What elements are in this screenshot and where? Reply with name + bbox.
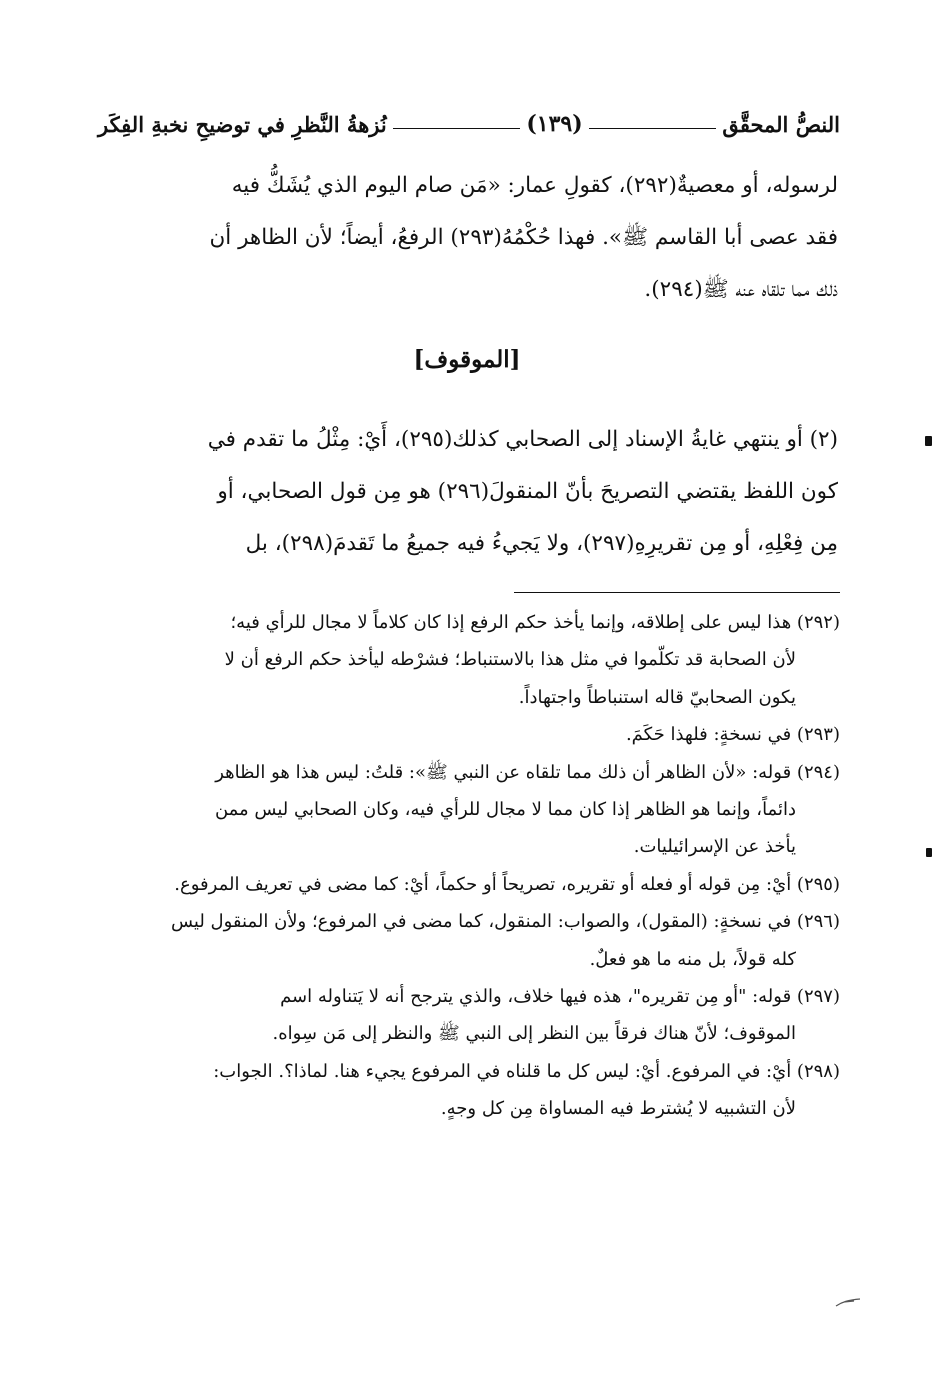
intro-line: لرسوله، أو معصيةٌ(٢٩٢)، كقولِ عمار: «مَن صام اليوم الذي يُشَكُّ فيه (231, 173, 838, 198)
body-line: (٢) أو ينتهي غايةُ الإسناد إلى الصحابي كذلك(٢٩٥)، أَيْ: مِثْلُ ما تقدم في (207, 427, 838, 452)
footnote-line: يأخذ عن الإسرائيليات. (633, 836, 796, 858)
header-rule-left (393, 128, 521, 129)
footnote-292 (100, 604, 840, 716)
footnote-line: لأن الصحابة قد تكلّموا في مثل هذا بالاستنباط؛ فشرْطه ليأخذ حكم الرفع أن لا (224, 649, 796, 671)
footnote-295 (100, 866, 840, 903)
body-line: مِن فِعْلِهِ، أو مِن تقريرِهِ(٢٩٧)، ولا يَجيءُ فيه جميعُ ما تَقدمَ(٢٩٨)، بل (245, 531, 838, 556)
scan-edge-mark (926, 848, 932, 857)
footnote-line: يكون الصحابيّ قاله استنباطاً واجتهاداً. (518, 686, 796, 708)
footnote-line: (٢٩٢) هذا ليس على إطلاقه، وإنما يأخذ حكم الرفع إذا كان كلاماً لا مجال للرأي فيه؛ (230, 612, 840, 633)
footnote-296 (100, 903, 840, 978)
footnote-line: الموقوف؛ لأنّ هناك فرقاً بين النظر إلى النبي ﷺ والنظر إلى مَن سِواه. (272, 1023, 796, 1045)
footnote-line: لأن التشبيه لا يُشترط فيه المساواة مِن كل وجهٍ. (440, 1098, 796, 1120)
header-left-title: نُزهةُ النَّظرِ في توضيحِ نخبةِ الفِكَر (98, 111, 387, 137)
header-right-title: النصُّ المحقَّق (722, 111, 840, 137)
intro-line: ذلك مما تلقاه عنه ﷺ(٢٩٤). (644, 277, 838, 302)
footnote-line: (٢٩٤) قوله: «لأن الظاهر أن ذلك مما تلقاه عن النبي ﷺ»: قلتُ: ليس هذا هو الظاهر (215, 761, 840, 783)
footnote-294 (100, 754, 840, 866)
footnote-297 (100, 978, 840, 1053)
body-paragraph (100, 414, 838, 570)
footnote-298 (100, 1053, 840, 1128)
intro-paragraph (100, 160, 838, 316)
footnote-line: (٢٩٨) أيْ: في المرفوع. أيْ: ليس كل ما قلناه في المرفوع يجيء هنا. لماذا؟. الجواب: (213, 1060, 840, 1082)
running-header (98, 104, 840, 144)
page-number: (١٣٩) (526, 111, 583, 137)
footnotes-section (100, 604, 840, 1128)
footnote-line: (٢٩٥) أيْ: مِن قوله أو فعله أو تقريره، تصريحاً أو حكماً، أيْ: كما مضى في تعريف المرفوع. (174, 873, 840, 895)
body-line: كون اللفظ يقتضي التصريحَ بأنّ المنقولَ(٢٩٦) هو مِن قول الصحابي، أو (217, 479, 838, 504)
section-heading: [الموقوف] (413, 346, 521, 373)
corner-pencil-mark (834, 1296, 862, 1310)
footnote-293 (100, 716, 840, 753)
intro-line: فقد عصى أبا القاسم ﷺ». فهذا حُكْمُهُ(٢٩٣) الرفعُ، أيضاً؛ لأن الظاهر أن (209, 225, 838, 250)
footnote-line: دائماً، وإنما هو الظاهر إذا كان مما لا مجال للرأي فيه، وكان الصحابي ليس ممن (214, 799, 796, 821)
header-rule-right (589, 128, 717, 129)
footnote-separator (514, 592, 840, 593)
footnote-line: كله قولاً، بل منه ما هو فعلٌ. (589, 948, 796, 970)
scan-edge-mark (925, 436, 932, 446)
footnote-line: (٢٩٧) قوله: "أو مِن تقريره"، هذه فيها خلاف، والذي يترجح أنه لا يَتناوله اسم (280, 986, 840, 1008)
footnote-line: (٢٩٦) في نسخةٍ: (المقول)، والصواب: المنقول، كما مضى في المرفوع؛ ولأن المنقول ليس (170, 911, 840, 933)
footnote-line: (٢٩٣) في نسخةٍ: فلهذا حَكَمَ. (625, 724, 840, 746)
